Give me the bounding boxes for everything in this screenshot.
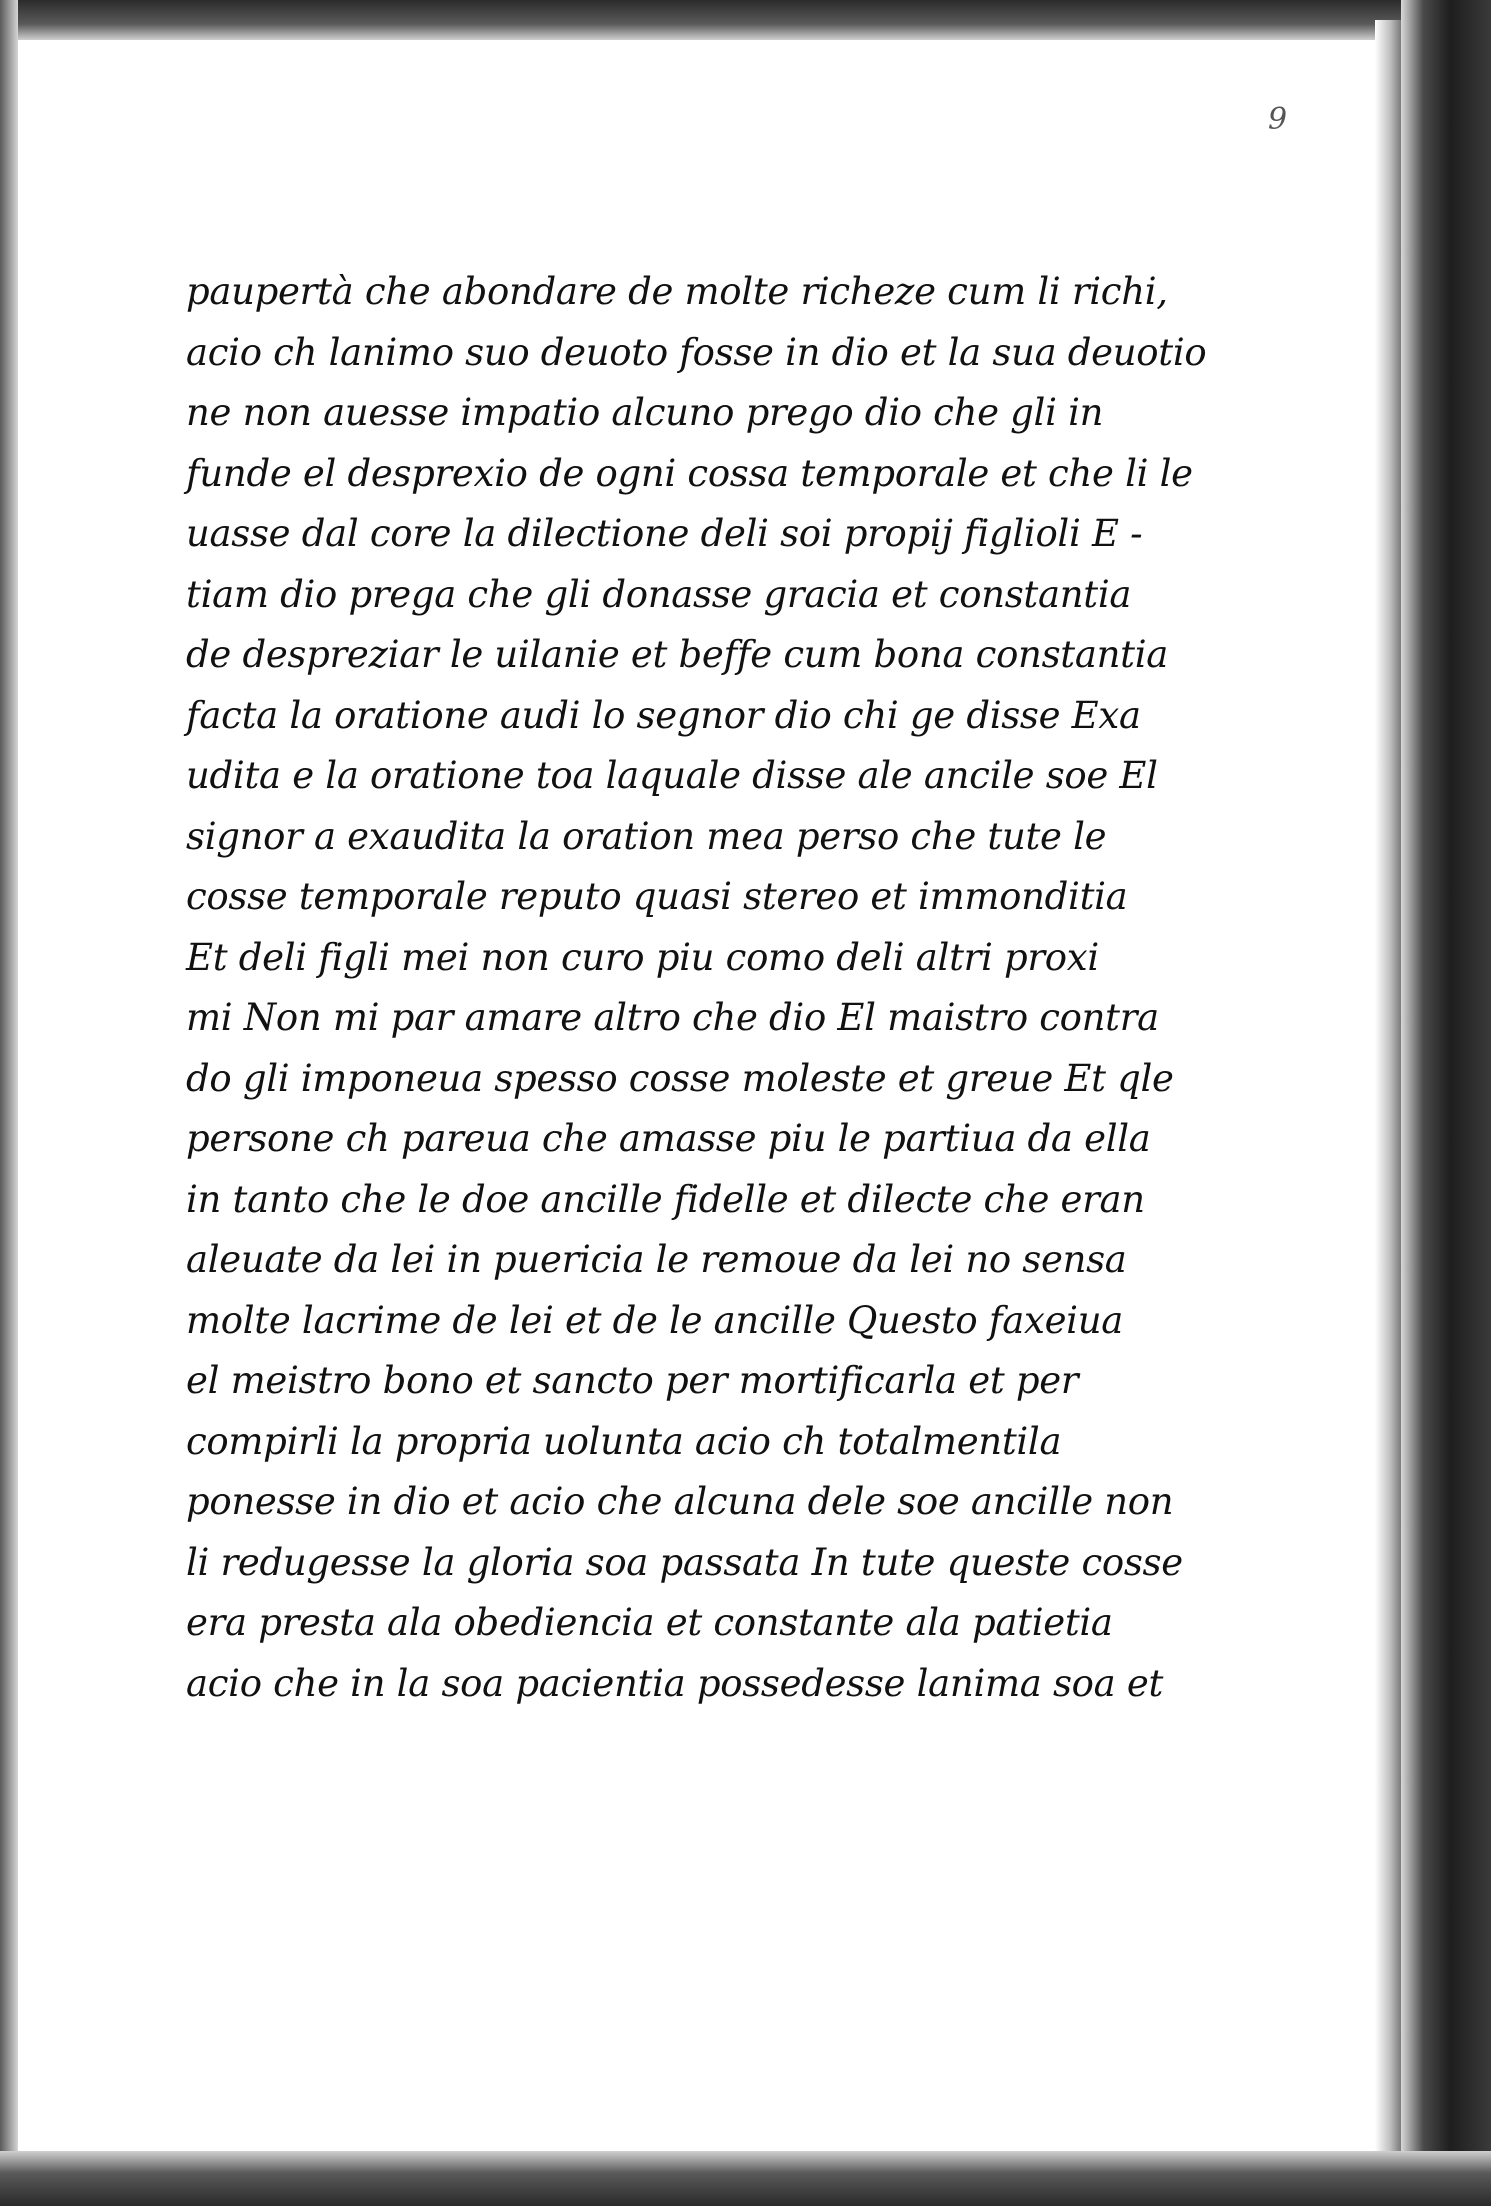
scanner-border-left [0,0,18,2206]
text-line-12: Et deli figli mei non curo piu como deli altri proxi [186,935,1099,979]
text-line-10: signor a exaudita la oration mea perso che tute le [186,814,1107,858]
text-line-1: paupertà che abondare de molte richeze cum li richi, [186,270,1168,313]
text-line-7: de despreziar le uilanie et beffe cum bona constantia [186,633,1168,676]
folio-number: 9 [1268,102,1288,137]
text-line-9: udita e la oratione toa laquale disse ale ancile soe El [186,754,1158,797]
text-line-17: aleuate da lei in puericia le remoue da lei no sensa [186,1238,1127,1281]
text-line-18: molte lacrime de lei et de le ancille Questo faxeiua [186,1298,1123,1342]
manuscript-text [186,262,1207,1714]
text-line-8: facta la oratione audi lo segnor dio chi ge disse Exa [186,693,1141,737]
text-line-21: ponesse in dio et acio che alcuna dele soe ancille non [186,1480,1174,1523]
text-line-4: funde el desprexio de ogni cossa temporale et che li le [186,451,1193,495]
text-line-11: cosse temporale reputo quasi stereo et immonditia [186,875,1128,918]
text-line-15: persone ch pareua che amasse piu le partiua da ella [186,1117,1151,1160]
text-line-24: acio che in la soa pacientia possedesse lanima soa et [186,1661,1164,1705]
scanner-border-bottom [0,2151,1491,2206]
scanner-border-right [1401,0,1491,2206]
text-line-5: uasse dal core la dilectione deli soi propij figlioli E - [186,512,1143,555]
page-fold-shadow [1375,20,1401,2180]
text-line-14: do gli imponeua spesso cosse moleste et greue Et qle [186,1056,1174,1100]
manuscript-page [18,40,1375,2151]
text-line-19: el meistro bono et sancto per mortificarla et per [186,1359,1079,1402]
text-line-22: li redugesse la gloria soa passata In tute queste cosse [186,1540,1183,1584]
text-line-13: mi Non mi par amare altro che dio El maistro contra [186,996,1159,1039]
text-line-20: compirli la propria uolunta acio ch totalmentila [186,1419,1062,1463]
text-line-6: tiam dio prega che gli donasse gracia et constantia [186,572,1132,616]
text-line-2: acio ch lanimo suo deuoto fosse in dio et la sua deuotio [186,330,1207,374]
text-line-16: in tanto che le doe ancille fidelle et dilecte che eran [186,1177,1145,1221]
scanner-border-top [0,0,1491,40]
text-line-3: ne non auesse impatio alcuno prego dio che gli in [186,391,1104,434]
text-line-23: era presta ala obediencia et constante ala patietia [186,1601,1113,1644]
